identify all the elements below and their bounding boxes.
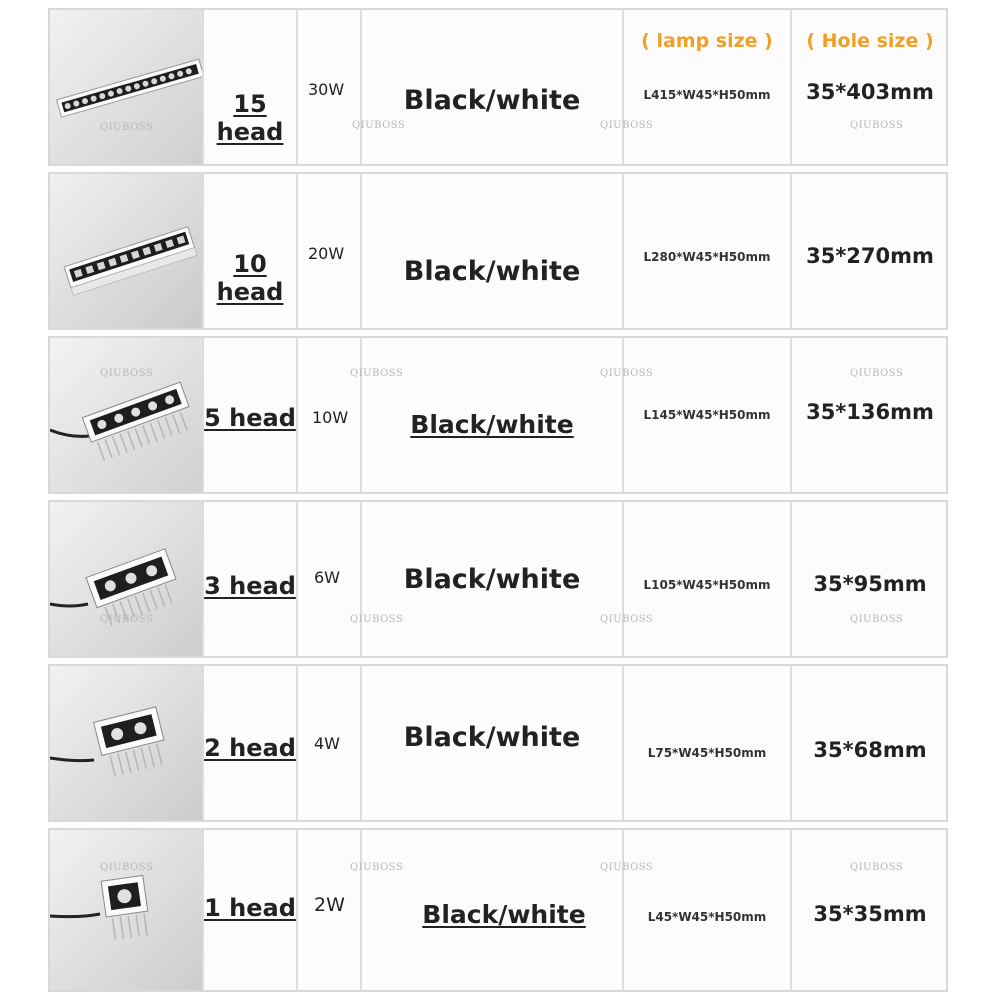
hole-size-cell <box>792 830 948 990</box>
lamp-size: L45*W45*H50mm <box>647 910 767 924</box>
lamp-size: L145*W45*H50mm <box>643 408 771 422</box>
wattage: 4W <box>314 734 340 753</box>
hole-size: 35*403mm <box>806 80 934 104</box>
lamp-size: L280*W45*H50mm <box>643 250 771 264</box>
hole-size: 35*95mm <box>813 572 927 596</box>
lamp-size: L415*W45*H50mm <box>643 88 771 102</box>
lamp-size: L75*W45*H50mm <box>647 746 767 760</box>
product-image-5-head <box>50 338 204 492</box>
wattage-cell <box>298 10 362 164</box>
lamp-size: L105*W45*H50mm <box>643 578 771 592</box>
lamp-size-cell <box>624 666 792 820</box>
lamp-size-header: ( lamp size ) <box>641 30 773 52</box>
hole-size-cell <box>792 338 948 492</box>
product-image-15-head <box>50 10 204 164</box>
hole-size: 35*35mm <box>813 902 927 926</box>
color-cell <box>362 174 624 328</box>
hole-size-cell <box>792 174 948 328</box>
head-count-cell <box>204 338 298 492</box>
watermark-text: QIUBOSS <box>100 614 154 625</box>
head-count: 2 head <box>204 734 296 762</box>
hole-size: 35*270mm <box>806 244 934 268</box>
table-row <box>48 828 948 992</box>
product-image-2-head <box>50 666 204 820</box>
watermark-text: QIUBOSS <box>600 368 654 379</box>
wattage-cell <box>298 174 362 328</box>
hole-size-header: ( Hole size ) <box>806 30 934 52</box>
watermark-text: QIUBOSS <box>600 120 654 131</box>
watermark-text: QIUBOSS <box>350 368 404 379</box>
head-count: 5 head <box>204 404 296 432</box>
color-cell <box>350 338 624 492</box>
color-option: Black/white <box>403 256 581 287</box>
head-count-cell <box>204 830 298 990</box>
lamp-size-cell <box>600 338 792 492</box>
color-option: Black/white <box>403 85 581 116</box>
color-cell <box>350 502 624 656</box>
head-count: 15 head <box>216 90 284 146</box>
head-count-cell <box>204 174 298 328</box>
product-image-3-head <box>50 502 204 656</box>
watermark-text: QIUBOSS <box>850 862 904 873</box>
watermark-text: QIUBOSS <box>350 862 404 873</box>
color-cell <box>352 10 624 164</box>
wattage: 2W <box>314 894 345 916</box>
hole-size: 35*68mm <box>813 738 927 762</box>
wattage: 6W <box>314 568 340 587</box>
product-image-10-head <box>50 174 204 328</box>
wattage: 30W <box>308 80 345 99</box>
lamp-size-cell <box>600 502 792 656</box>
watermark-text: QIUBOSS <box>100 122 154 133</box>
table-row <box>48 336 948 494</box>
lamp-size-cell <box>600 830 792 990</box>
table-row <box>48 8 948 166</box>
head-count-cell <box>204 10 298 164</box>
watermark-text: QIUBOSS <box>100 862 154 873</box>
lamp-size-cell <box>600 10 792 164</box>
watermark-text: QIUBOSS <box>600 862 654 873</box>
color-option: Black/white <box>422 900 586 929</box>
watermark-text: QIUBOSS <box>600 614 654 625</box>
table-row <box>48 500 948 658</box>
wattage-cell <box>298 830 362 990</box>
color-option: Black/white <box>403 564 581 595</box>
product-image-1-head <box>50 830 204 990</box>
color-option: Black/white <box>410 410 574 439</box>
head-count: 10 head <box>216 250 284 306</box>
table-row <box>48 664 948 822</box>
wattage: 10W <box>312 408 349 427</box>
hole-size-cell <box>792 666 948 820</box>
color-cell <box>350 830 624 990</box>
wattage-cell <box>298 502 362 656</box>
table-row <box>48 172 948 330</box>
color-option: Black/white <box>403 722 581 753</box>
hole-size: 35*136mm <box>806 400 934 424</box>
watermark-text: QIUBOSS <box>352 120 406 131</box>
watermark-text: QIUBOSS <box>850 368 904 379</box>
watermark-text: QIUBOSS <box>100 368 154 379</box>
head-count: 3 head <box>204 572 296 600</box>
hole-size-cell <box>792 10 948 164</box>
watermark-text: QIUBOSS <box>350 614 404 625</box>
hole-size-cell <box>792 502 948 656</box>
lamp-size-cell <box>624 174 792 328</box>
head-count-cell <box>204 666 298 820</box>
head-count: 1 head <box>204 894 296 922</box>
wattage-cell <box>298 338 362 492</box>
watermark-text: QIUBOSS <box>850 614 904 625</box>
color-cell <box>362 666 624 820</box>
wattage: 20W <box>308 244 345 263</box>
wattage-cell <box>298 666 362 820</box>
head-count-cell <box>204 502 298 656</box>
watermark-text: QIUBOSS <box>850 120 904 131</box>
product-spec-table <box>48 8 948 998</box>
